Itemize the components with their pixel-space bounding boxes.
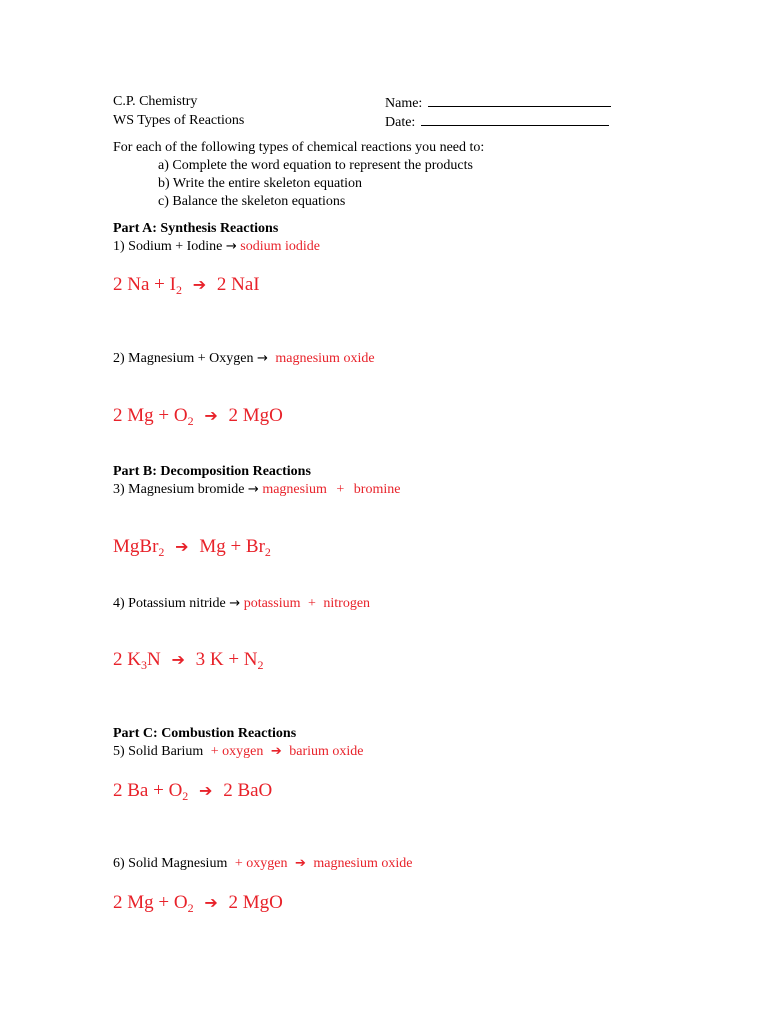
arrow-icon: →: [229, 596, 241, 611]
q4-equation: [113, 648, 264, 672]
instruction-a: a) Complete the word equation to represent the products: [158, 158, 473, 173]
q5-equation: [113, 779, 272, 803]
question-6: [113, 855, 413, 873]
q5-prompt: 5) Solid Barium: [113, 744, 204, 759]
q6-eq-sub: 2: [187, 901, 194, 915]
arrow-icon: ➔: [199, 781, 213, 800]
arrow-icon: ➔: [171, 650, 185, 669]
q6-reactant: + oxygen: [234, 856, 288, 871]
q3-eq-sub-2: 2: [264, 545, 271, 559]
q1-answer: sodium iodide: [240, 239, 321, 254]
date-label: Date:: [385, 115, 416, 130]
q3-equation: [113, 535, 271, 559]
part-b-title: Part B: Decomposition Reactions: [113, 464, 311, 479]
date-blank: [421, 112, 609, 126]
q3-answer-2: bromine: [353, 482, 401, 497]
q5-eq-sub: 2: [182, 789, 189, 803]
q2-prompt: 2) Magnesium + Oxygen: [113, 351, 254, 366]
q1-equation: [113, 273, 260, 297]
question-5: [113, 743, 364, 761]
part-c-title: Part C: Combustion Reactions: [113, 726, 297, 741]
arrow-icon: ➔: [175, 537, 189, 556]
name-blank: [428, 93, 611, 107]
instructions-intro: For each of the following types of chemical reactions you need to:: [113, 140, 485, 155]
arrow-icon: ➔: [192, 275, 207, 294]
q5-eq-reactants: 2 Ba + O: [113, 780, 183, 801]
q2-eq-products: 2 MgO: [228, 405, 283, 426]
q3-plus: +: [336, 482, 345, 497]
q2-eq-reactants: 2 Mg + O: [113, 405, 188, 426]
q6-eq-reactants: 2 Mg + O: [113, 892, 188, 913]
q3-eq-sub-1: 2: [158, 545, 165, 559]
question-4: [113, 595, 370, 613]
course-title: C.P. Chemistry: [113, 94, 198, 109]
q6-eq-products: 2 MgO: [228, 892, 283, 913]
q4-eq-reactant-n: N: [146, 649, 161, 670]
arrow-icon: ➔: [294, 856, 306, 871]
question-1: [113, 238, 320, 256]
q2-equation: [113, 404, 283, 428]
q6-answer: magnesium oxide: [313, 856, 413, 871]
q2-answer: magnesium oxide: [275, 351, 375, 366]
part-a-title: Part A: Synthesis Reactions: [113, 221, 279, 236]
question-2: [113, 350, 375, 368]
q1-eq-reactants: 2 Na + I: [113, 274, 176, 295]
date-field: [385, 112, 609, 132]
q3-eq-reactants: MgBr: [113, 536, 159, 557]
q4-eq-sub-2: 2: [257, 658, 264, 672]
name-field: [385, 93, 611, 113]
q6-equation: [113, 891, 283, 915]
q4-eq-sub-1: 3: [140, 658, 147, 672]
q3-eq-products: Mg + Br: [199, 536, 265, 557]
q1-prompt: 1) Sodium + Iodine: [113, 239, 223, 254]
name-label: Name:: [385, 96, 423, 111]
q1-eq-sub: 2: [175, 283, 182, 297]
arrow-icon: ➔: [270, 744, 282, 759]
q6-prompt: 6) Solid Magnesium: [113, 856, 228, 871]
instruction-b: b) Write the entire skeleton equation: [158, 176, 363, 191]
q4-prompt: 4) Potassium nitride: [113, 596, 226, 611]
q5-eq-products: 2 BaO: [223, 780, 273, 801]
q4-plus: +: [307, 596, 316, 611]
arrow-icon: →: [247, 482, 259, 497]
q2-eq-sub: 2: [187, 414, 194, 428]
arrow-icon: ➔: [204, 406, 218, 425]
q4-eq-reactant-k: 2 K: [113, 649, 141, 670]
question-3: [113, 481, 400, 499]
worksheet-title: WS Types of Reactions: [113, 113, 245, 128]
q1-eq-products: 2 NaI: [216, 274, 260, 295]
q4-answer-1: potassium: [243, 596, 301, 611]
arrow-icon: ➔: [204, 893, 218, 912]
q4-eq-products: 3 K + N: [195, 649, 258, 670]
q5-answer: barium oxide: [289, 744, 364, 759]
arrow-icon: →: [225, 239, 237, 254]
arrow-icon: →: [257, 351, 268, 366]
q5-reactant: + oxygen: [210, 744, 264, 759]
q3-prompt: 3) Magnesium bromide: [113, 482, 245, 497]
q3-answer-1: magnesium: [262, 482, 327, 497]
q4-answer-2: nitrogen: [323, 596, 371, 611]
instruction-c: c) Balance the skeleton equations: [158, 194, 346, 209]
